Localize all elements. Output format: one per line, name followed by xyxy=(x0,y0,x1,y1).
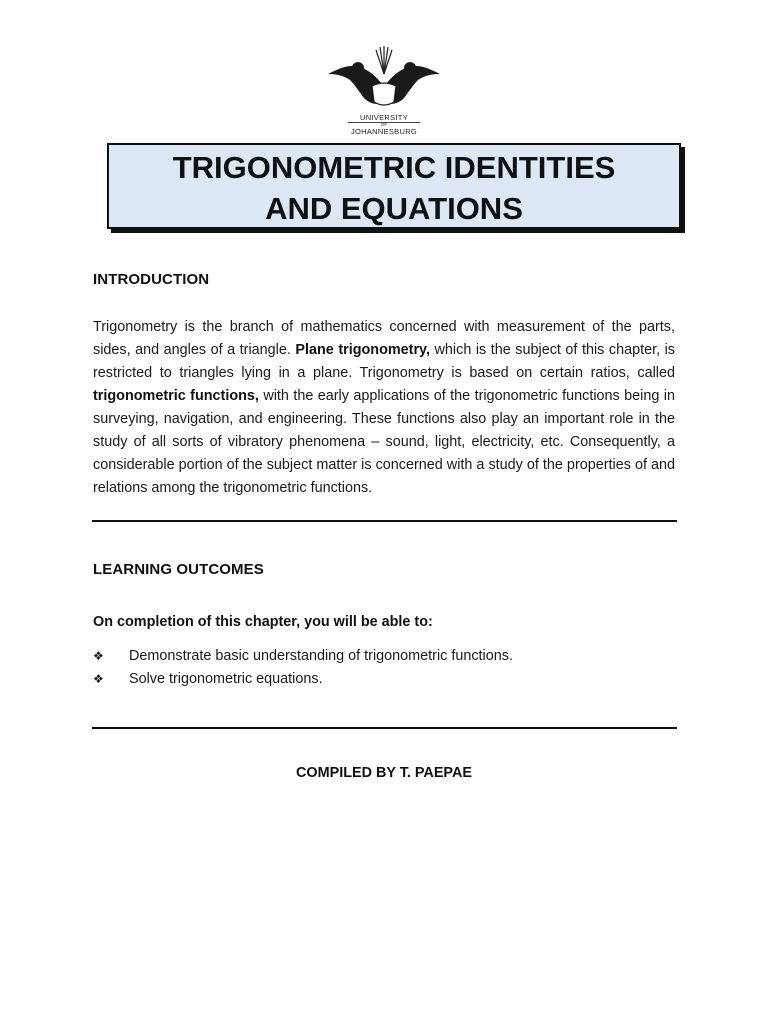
intro-text-2: which is the subject of this chapter, is restricted to triangles lying in a plane. Trigonometry is based on certain ratios, called xyxy=(93,342,676,381)
diamond-bullet-icon: ❖ xyxy=(93,672,104,686)
list-item-text: Demonstrate basic understanding of trigonometric functions. xyxy=(129,648,513,664)
university-logo xyxy=(324,44,444,140)
diamond-bullet-icon: ❖ xyxy=(93,649,104,663)
intro-bold-plane-trigonometry: Plane trigonometry, xyxy=(295,342,430,358)
intro-text-3: with the early applications of the trigonometric functions being in surveying, navigation, and engineering. These functions also play an important role in the study of all sorts of vibratory phenomena – sound, light, electricity, etc. Consequently, a considerable portion of the subject matter is concerned with a study of the properties of and relations among the trigonometric functions. xyxy=(93,388,675,496)
compiled-by-credit: COMPILED BY T. PAEPAE xyxy=(296,765,472,781)
logo-text-of: OF xyxy=(380,122,388,127)
logo-text-university: UNIVERSITY xyxy=(359,113,408,122)
logo-text-johannesburg: JOHANNESBURG xyxy=(350,127,418,136)
introduction-heading: INTRODUCTION xyxy=(93,271,210,288)
title-banner xyxy=(107,143,681,229)
crane-emblem-icon xyxy=(324,44,444,114)
section-divider xyxy=(92,520,677,522)
title-line-1: TRIGONOMETRIC IDENTITIES xyxy=(172,150,616,185)
title-line-2: AND EQUATIONS xyxy=(265,191,523,226)
intro-text-1: Trigonometry is the branch of mathematics concerned with measurement of the parts, sides, and angles of a triangle. xyxy=(93,319,675,358)
list-item-text: Solve trigonometric equations. xyxy=(129,671,323,687)
introduction-paragraph xyxy=(93,316,675,500)
section-divider xyxy=(92,727,677,729)
intro-bold-trigonometric-functions: trigonometric functions, xyxy=(93,388,259,404)
learning-outcomes-heading: LEARNING OUTCOMES xyxy=(93,561,264,578)
learning-outcomes-subheading: On completion of this chapter, you will be able to: xyxy=(93,614,433,630)
